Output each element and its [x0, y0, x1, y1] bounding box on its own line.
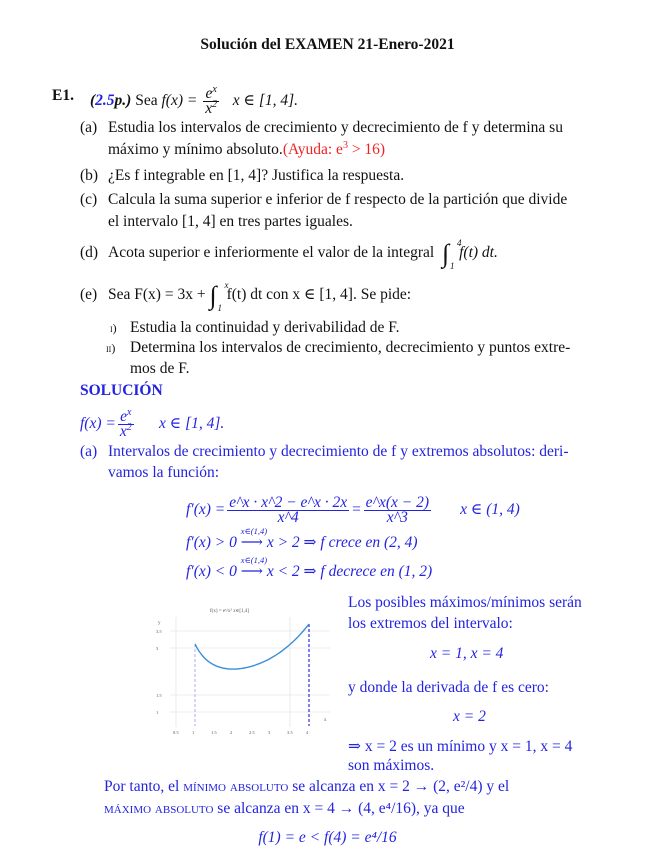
conclusion-line-1: Por tanto, el mínimo absoluto se alcanza en x = 2 → (2, e²/4) y el: [104, 778, 510, 795]
solution-function: f(x) = $\frac{e^x}{x^2}$ x ∈ [1, 4].: [80, 407, 225, 440]
x-tick-label: 1: [192, 730, 195, 735]
x-tick-label: 3.5: [287, 730, 293, 735]
y-axis-label: y: [158, 621, 161, 626]
decreasing-condition: f′(x) < 0 x∈(1,4) ⟶ x < 2 ⇒ f decrece en (1, 2): [186, 555, 433, 580]
x-tick-label: 0.5: [173, 730, 179, 735]
item-ii-label: ii): [106, 341, 116, 355]
page-title: Solución del EXAMEN 21-Enero-2021: [200, 36, 455, 53]
exercise-statement: (2.5p.) Sea f(x) = $\frac{e^x}{x^2}$ x ∈ [1, 4].: [90, 84, 299, 117]
part-e-text: Sea F(x) = 3x + ∫ x 1 f(t) dt con x ∈ [1, 4]. Se pide:: [108, 280, 412, 313]
x-axis-label: x: [324, 718, 327, 723]
derivative-equation: f′(x) = $\frac{e\^{}x \cdot x\^{}2 - e\^{}x \cdot 2x}{x\^{}4}$ = $\frac{e\^{}x(x - 2)}{x\^{}3}$ x ∈ (1, 4): [186, 494, 520, 526]
hint: (Ayuda: $e^3 > 16$): [282, 140, 386, 158]
part-c-label: (c): [80, 191, 98, 208]
solution-heading: SOLUCIÓN: [80, 382, 163, 399]
side-text-2: los extremos del intervalo:: [348, 615, 513, 632]
side-text-3: y donde la derivada de f es cero:: [348, 679, 549, 696]
item-i-label: i): [110, 321, 117, 335]
conclusion-line-2: máximo absoluto se alcanza en x = 4 → (4, e⁴/16), ya que: [104, 800, 465, 817]
part-c-text: Calcula la suma superior e inferior de f respecto de la partición que divide: [108, 191, 568, 208]
solution-a-text-2: vamos la función:: [108, 464, 220, 481]
item-ii-text: Determina los intervalos de crecimiento, decrecimiento y puntos extre-: [130, 339, 571, 356]
solution-a-text: Intervalos de crecimiento y decrecimiento de f y extremos absolutos: deri-: [108, 443, 569, 460]
x-tick-label: 1.5: [211, 730, 217, 735]
solution-a-label: (a): [80, 443, 98, 460]
function-graph: [156, 602, 340, 742]
increasing-condition: f′(x) > 0 x∈(1,4) ⟶ x > 2 ⇒ f crece en (2, 4): [186, 526, 418, 551]
part-e-label: (e): [80, 286, 98, 303]
part-c-text-2: el intervalo [1, 4] en tres partes iguales.: [108, 213, 353, 230]
graph-title: f(x) = eˣ/x² x∈[1,4]: [210, 609, 249, 614]
points: (2.5p.): [90, 92, 132, 110]
x-tick-label: 3: [268, 730, 271, 735]
side-equation-1: x = 1, x = 4: [430, 645, 504, 662]
part-d-text: Acota superior e inferiormente el valor de la integral ∫ 4 1 f(t) dt.: [108, 238, 498, 271]
y-tick-label: 1: [156, 710, 159, 715]
part-b-text: ¿Es f integrable en [1, 4]? Justifica la respuesta.: [108, 167, 405, 184]
y-tick-label: 3: [156, 646, 159, 651]
exercise-label: E1.: [52, 87, 74, 104]
side-text-5: son máximos.: [348, 757, 435, 774]
final-equation: f(1) = e < f(4) = e⁴/16: [258, 829, 397, 846]
y-tick-label: 3.5: [156, 629, 162, 634]
item-i-text: Estudia la continuidad y derivabilidad de F.: [130, 319, 400, 336]
item-ii-text-2: mos de F.: [130, 360, 190, 377]
part-a-label: (a): [80, 119, 98, 136]
x-tick-label: 4: [306, 730, 309, 735]
part-d-label: (d): [80, 244, 99, 261]
part-a-text-2: máximo y mínimo absoluto.(Ayuda: $e^3 > 16$): [108, 140, 386, 158]
x-tick-label: 2: [230, 730, 233, 735]
side-text-1: Los posibles máximos/mínimos serán: [348, 594, 582, 611]
y-tick-label: 1.5: [156, 693, 162, 698]
side-text-4: ⇒ x = 2 es un mínimo y x = 1, x = 4: [348, 738, 573, 755]
side-equation-2: x = 2: [453, 708, 486, 725]
part-b-label: (b): [80, 167, 99, 184]
x-tick-label: 2.5: [249, 730, 255, 735]
part-a-text: Estudia los intervalos de crecimiento y decrecimiento de f y determina su: [108, 119, 563, 136]
